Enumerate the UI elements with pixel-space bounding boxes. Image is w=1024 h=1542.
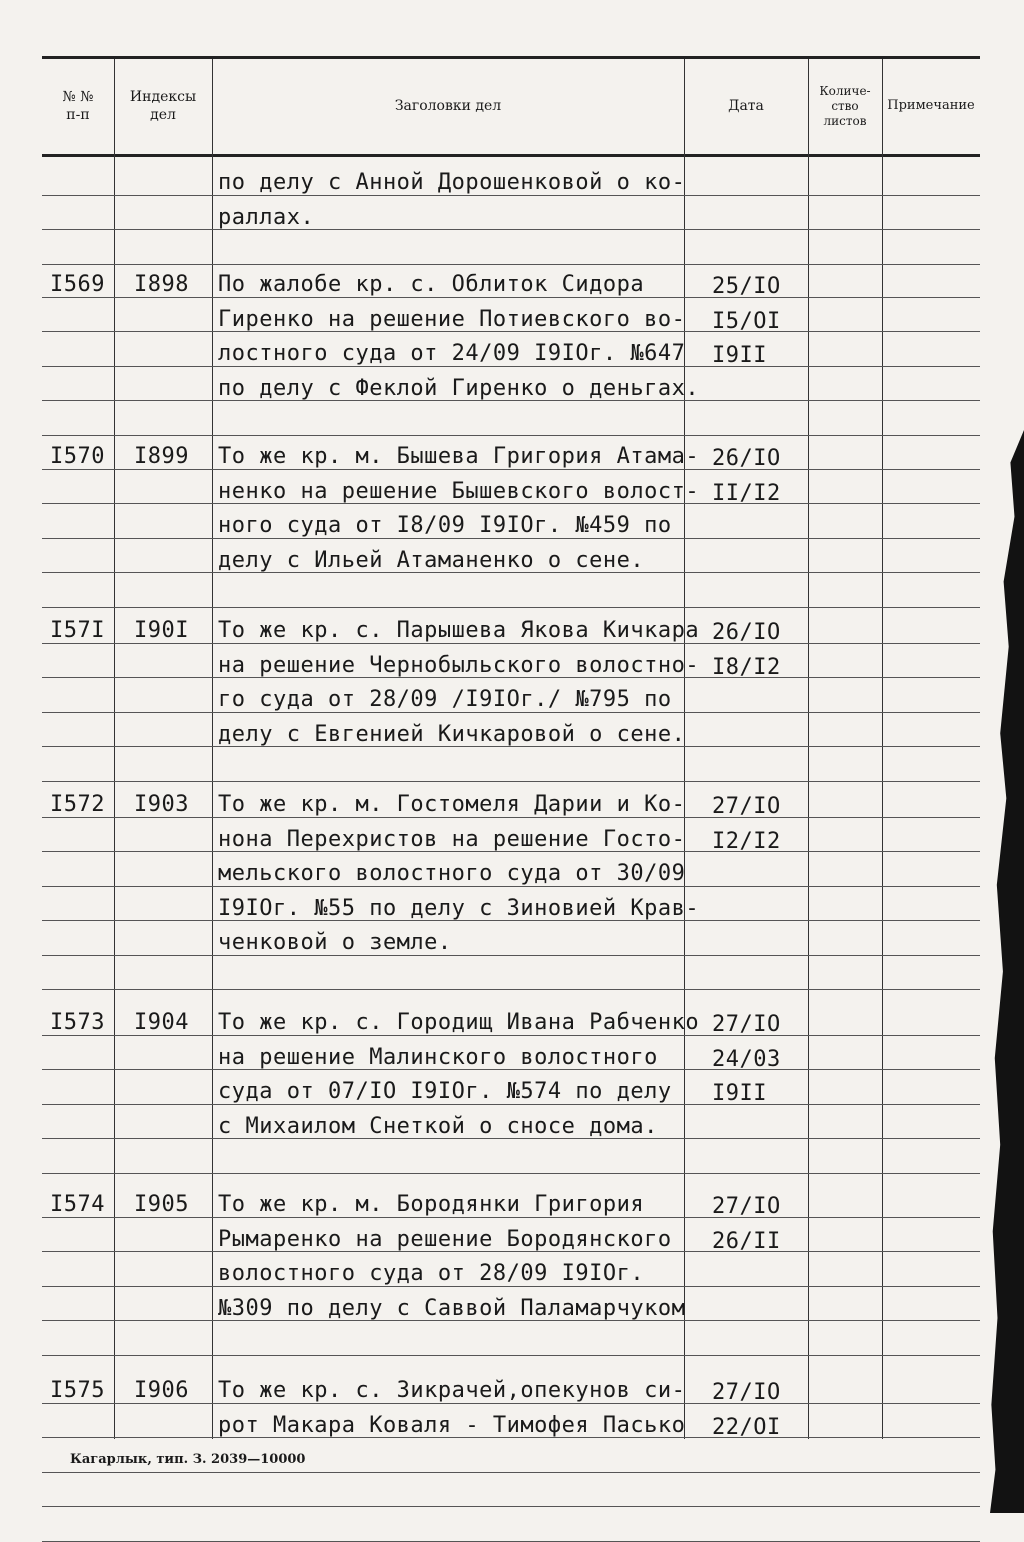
entry-title-line: волостного суда от 28/09 I9IOг. bbox=[218, 1261, 645, 1286]
entry-number: I570 bbox=[50, 444, 105, 469]
entry-title-line: То же кр. м. Бородянки Григория bbox=[218, 1192, 645, 1217]
ruled-line bbox=[42, 955, 980, 956]
entry-date: 25/IO bbox=[712, 274, 781, 299]
ruled-line bbox=[42, 1541, 980, 1542]
entry-title-line: суда от 07/IO I9IOг. №574 по делу bbox=[218, 1079, 672, 1104]
entry-title-line: ченковой о земле. bbox=[218, 930, 452, 955]
ruled-line bbox=[42, 989, 980, 990]
entry-title-line: на решение Чернобыльского волостно- bbox=[218, 652, 700, 678]
entry-index: I899 bbox=[134, 444, 189, 469]
entry-title-line: То же кр. м. Бышева Григория Атама- bbox=[218, 444, 700, 469]
entry-title-line: рот Макара Коваля - Тимофея Пасько bbox=[218, 1412, 686, 1438]
entry-title-line: на решение Малинского волостного bbox=[218, 1044, 658, 1070]
header-note: Примечание bbox=[887, 98, 975, 114]
entry-index: I906 bbox=[134, 1378, 189, 1403]
header-title: Заголовки дел bbox=[394, 97, 502, 114]
entry-date: 22/OI bbox=[712, 1414, 781, 1440]
entry-title-line: нона Перехристов на решение Госто- bbox=[218, 826, 686, 852]
entry-date: 26/IO bbox=[712, 620, 781, 645]
entry-title-line: То же кр. с. Городищ Ивана Рабченко bbox=[218, 1010, 700, 1035]
entry-index: I905 bbox=[134, 1192, 189, 1217]
header-date: Дата bbox=[728, 97, 764, 114]
column-divider bbox=[212, 59, 213, 1439]
column-divider bbox=[684, 59, 685, 1439]
entry-date: I8/I2 bbox=[712, 654, 781, 680]
entry-index: I898 bbox=[134, 272, 189, 297]
entry-date: I9II bbox=[712, 343, 767, 368]
column-divider bbox=[882, 59, 883, 1439]
header-sheets: Количе- ство листов bbox=[819, 84, 871, 128]
entry-title-line: по делу с Феклой Гиренко о деньгах. bbox=[218, 375, 700, 401]
entry-title-line: То же кр. м. Гостомеля Дарии и Ко- bbox=[218, 792, 686, 817]
entry-title-line: ного суда от I8/09 I9IOг. №459 по bbox=[218, 513, 672, 538]
entry-title-line: делу с Ильей Атаманенко о сене. bbox=[218, 547, 645, 573]
entry-title-line: №309 по делу с Саввой Паламарчуком bbox=[218, 1295, 686, 1321]
entry-number: I572 bbox=[50, 792, 105, 817]
entry-index: I904 bbox=[134, 1010, 189, 1035]
entry-date: I5/OI bbox=[712, 308, 781, 334]
torn-page-edge bbox=[990, 430, 1024, 1513]
entry-number: I57I bbox=[50, 618, 105, 643]
entry-date: I2/I2 bbox=[712, 828, 781, 854]
ruled-line bbox=[42, 229, 980, 230]
column-divider bbox=[114, 59, 115, 1439]
ruled-line bbox=[42, 1506, 980, 1507]
ruled-line bbox=[42, 781, 980, 782]
header-num: № № п-п bbox=[62, 89, 94, 123]
entry-number: I573 bbox=[50, 1010, 105, 1035]
entry-title-line: раллах. bbox=[218, 204, 315, 230]
entry-title-line: по делу с Анной Дорошенковой о ко- bbox=[218, 170, 686, 195]
entry-date: 27/IO bbox=[712, 794, 781, 819]
entry-index: I903 bbox=[134, 792, 189, 817]
header-rule bbox=[42, 154, 980, 157]
entry-date: 27/IO bbox=[712, 1194, 781, 1219]
entry-date: 26/IO bbox=[712, 446, 781, 471]
header-index: Индексы дел bbox=[129, 89, 197, 123]
entry-title-line: I9IOг. №55 по делу с Зиновией Крав- bbox=[218, 895, 700, 921]
printer-imprint: Кагарлык, тип. З. 2039—10000 bbox=[70, 1452, 306, 1467]
entry-title-line: с Михаилом Снеткой о сносе дома. bbox=[218, 1113, 658, 1139]
entry-title-line: го суда от 28/09 /I9IOг./ №795 по bbox=[218, 687, 672, 712]
entry-title-line: лостного суда от 24/09 I9IOг. №647 bbox=[218, 341, 686, 366]
entry-title-line: Гиренко на решение Потиевского во- bbox=[218, 306, 686, 332]
entry-title-line: По жалобе кр. с. Облиток Сидора bbox=[218, 272, 645, 297]
entry-date: 27/IO bbox=[712, 1012, 781, 1037]
entry-index: I90I bbox=[134, 618, 189, 643]
entry-title-line: Рымаренко на решение Бородянского bbox=[218, 1226, 672, 1252]
entry-date: 27/IO bbox=[712, 1380, 781, 1405]
entry-number: I574 bbox=[50, 1192, 105, 1217]
entry-date: II/I2 bbox=[712, 480, 781, 506]
ruled-line bbox=[42, 1355, 980, 1356]
ruled-line bbox=[42, 264, 980, 265]
entry-title-line: делу с Евгенией Кичкаровой о сене. bbox=[218, 721, 686, 747]
entry-title-line: То же кр. с. Зикрачей,опекунов си- bbox=[218, 1378, 686, 1403]
entry-title-line: То же кр. с. Парышева Якова Кичкара bbox=[218, 618, 700, 643]
ruled-line bbox=[42, 435, 980, 436]
entry-date: 24/03 bbox=[712, 1046, 781, 1072]
entry-title-line: мельского волостного суда от 30/09 bbox=[218, 861, 686, 886]
column-divider bbox=[808, 59, 809, 1439]
entry-date: I9II bbox=[712, 1081, 767, 1106]
ruled-line bbox=[42, 1472, 980, 1473]
ruled-line bbox=[42, 607, 980, 608]
entry-number: I575 bbox=[50, 1378, 105, 1403]
entry-number: I569 bbox=[50, 272, 105, 297]
entry-date: 26/II bbox=[712, 1228, 781, 1254]
ruled-line bbox=[42, 1173, 980, 1174]
entry-title-line: ненко на решение Бышевского волост- bbox=[218, 478, 700, 504]
